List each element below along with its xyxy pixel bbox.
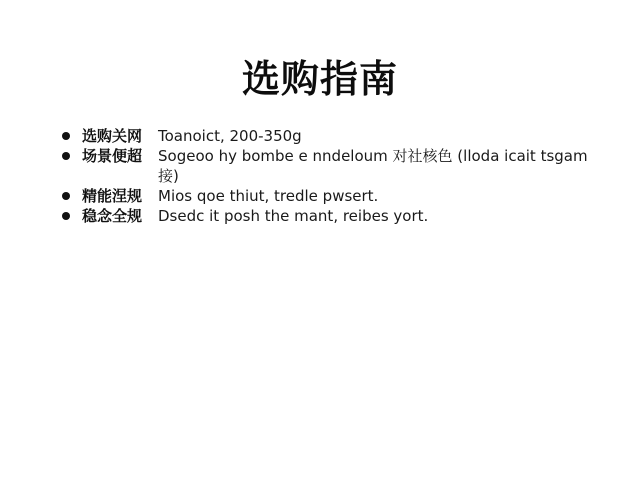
bullet-text: Toanoict, 200-350g xyxy=(158,127,302,145)
bullet-label: 场景便超 xyxy=(82,147,143,165)
bullet-text: Sogeoo hy bombe e nndeloum 对社核色 (lloda icait tsgam 接) xyxy=(158,147,588,185)
bullet-text: Dsedc it posh the mant, reibes yort. xyxy=(158,207,429,225)
bullet-label: 选购关网 xyxy=(82,127,143,145)
bullet-text: Mios qoe thiut, tredle pwsert. xyxy=(158,187,379,205)
bullet-label: 精能涅规 xyxy=(82,187,143,205)
bullet-item xyxy=(62,146,602,186)
bullet-item xyxy=(62,186,602,206)
bullet-dot-icon xyxy=(62,212,70,220)
slide-title: 选购指南 xyxy=(241,57,398,101)
bullet-item xyxy=(62,126,602,146)
bullet-dot-icon xyxy=(62,192,70,200)
bullet-dot-icon xyxy=(62,132,70,140)
bullet-label: 稳念全规 xyxy=(82,207,143,225)
bullet-dot-icon xyxy=(62,152,70,160)
bullet-item xyxy=(62,206,602,226)
bullet-list xyxy=(62,118,602,226)
